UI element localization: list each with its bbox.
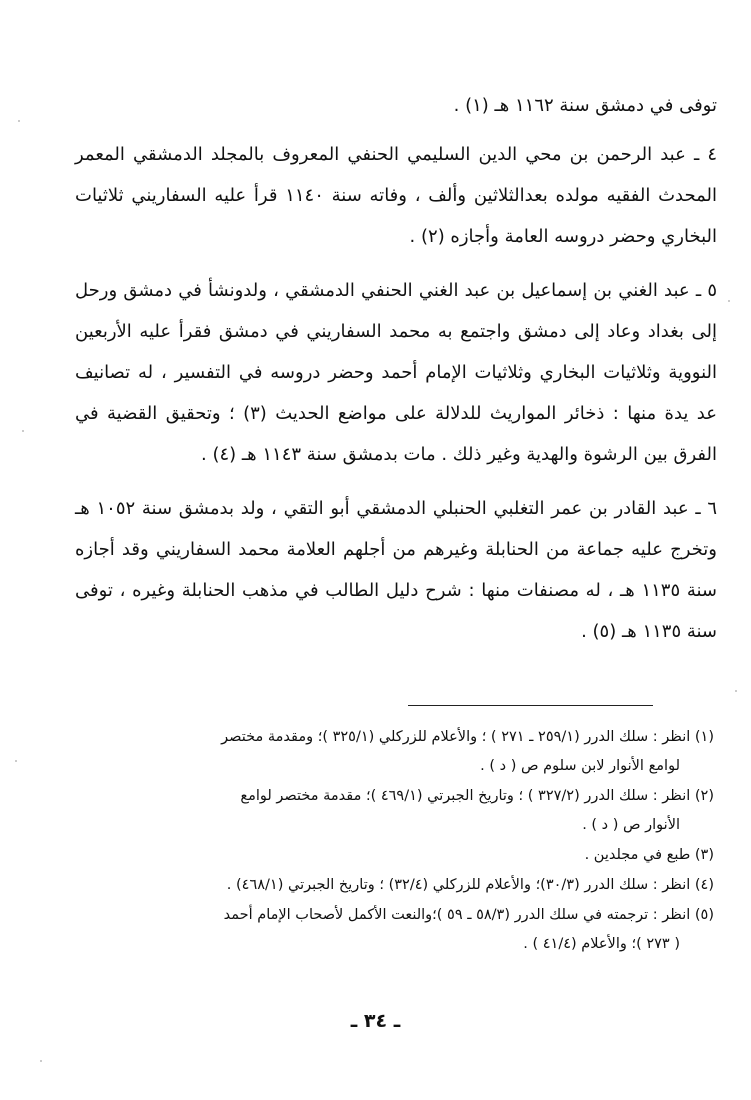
footnotes: [78, 723, 714, 960]
paragraph-entry-5: ٥ ـ عبد الغني بن إسماعيل بن عبد الغني الحنفي الدمشقي ، ولدونشأ في دمشق ورحل إلى بغداد وعاد إلى دمشق واجتمع به محمد السفاريني في دمشق فقرأ عليه الأربعين النووية وثلاثيات البخاري وثلاثيات الإمام أحمد وحضر دروسه في التفسير ، له تصانيف عد يدة منها : ذخائر المواريث للدلالة على مواضع الحديث (٣) ؛ وتحقيق القضية في الفرق بين الرشوة والهدية وغير ذلك . مات بدمشق سنة ١١٤٣ هـ (٤) .: [75, 280, 717, 465]
footnote-1: [78, 723, 714, 781]
paragraph-entry-4: ٤ ـ عبد الرحمن بن محي الدين السليمي الحنفي المعروف بالمجلد الدمشقي المعمر المحدث الفقيه مولده بعدالثلاثين وألف ، وفاته سنة ١١٤٠ قرأ عليه السفاريني ثلاثيات البخاري وحضر دروسه العامة وأجازه (٢) .: [75, 144, 717, 247]
main-text: [75, 85, 717, 665]
scan-speck: [18, 120, 20, 122]
footnote-2: [78, 782, 714, 840]
scan-speck: [735, 690, 737, 692]
footnote-5: [78, 901, 714, 959]
footnote-3-line: (٣) طبع في مجلدين .: [584, 847, 714, 863]
footnote-2-line: (٢) انظر : سلك الدرر (٣٢٧/٢ ) ؛ وتاريخ الجبرتي (٤٦٩/١ )؛ مقدمة مختصر لوامع: [240, 788, 714, 804]
footnote-3: [78, 841, 714, 870]
footnote-5-continuation: ( ٢٧٣ )؛ والأعلام (٤١/٤ ) .: [523, 936, 680, 952]
paragraph-death-note: توفى في دمشق سنة ١١٦٢ هـ (١) .: [453, 95, 717, 116]
scan-speck: [15, 760, 17, 762]
footnote-2-continuation: الأنوار ص ( د ) .: [582, 817, 680, 833]
page-number: ـ ٣٤ ـ: [350, 1010, 401, 1032]
footnote-4: [78, 871, 714, 900]
paragraph-entry-6: ٦ ـ عبد القادر بن عمر التغلبي الحنبلي الدمشقي أبو التقي ، ولد بدمشق سنة ١٠٥٢ هـ وتخرج عليه جماعة من الحنابلة وغيرهم من أجلهم العلامة محمد السفاريني وقد أجازه سنة ١١٣٥ هـ ، له مصنفات منها : شرح دليل الطالب في مذهب الحنابلة وغيره ، توفى سنة ١١٣٥ هـ (٥) .: [75, 498, 717, 642]
footnote-5-line: (٥) انظر : ترجمته في سلك الدرر (٥٨/٣ ـ ٥٩ )؛والنعت الأكمل لأصحاب الإمام أحمد: [223, 907, 714, 923]
footnote-divider: [408, 705, 653, 706]
scan-speck: [40, 1060, 42, 1062]
footnote-1-continuation: لوامع الأنوار لابن سلوم ص ( د ) .: [480, 758, 680, 774]
scan-speck: [22, 430, 24, 432]
footnote-4-line: (٤) انظر : سلك الدرر (٣٠/٣)؛ والأعلام للزركلي (٣٢/٤) ؛ وتاريخ الجبرتي (٤٦٨/١) .: [226, 877, 714, 893]
footnote-1-line: (١) انظر : سلك الدرر (٢٥٩/١ ـ ٢٧١ ) ؛ والأعلام للزركلي (٣٢٥/١ )؛ ومقدمة مختصر: [221, 729, 714, 745]
scan-speck: [728, 300, 730, 302]
